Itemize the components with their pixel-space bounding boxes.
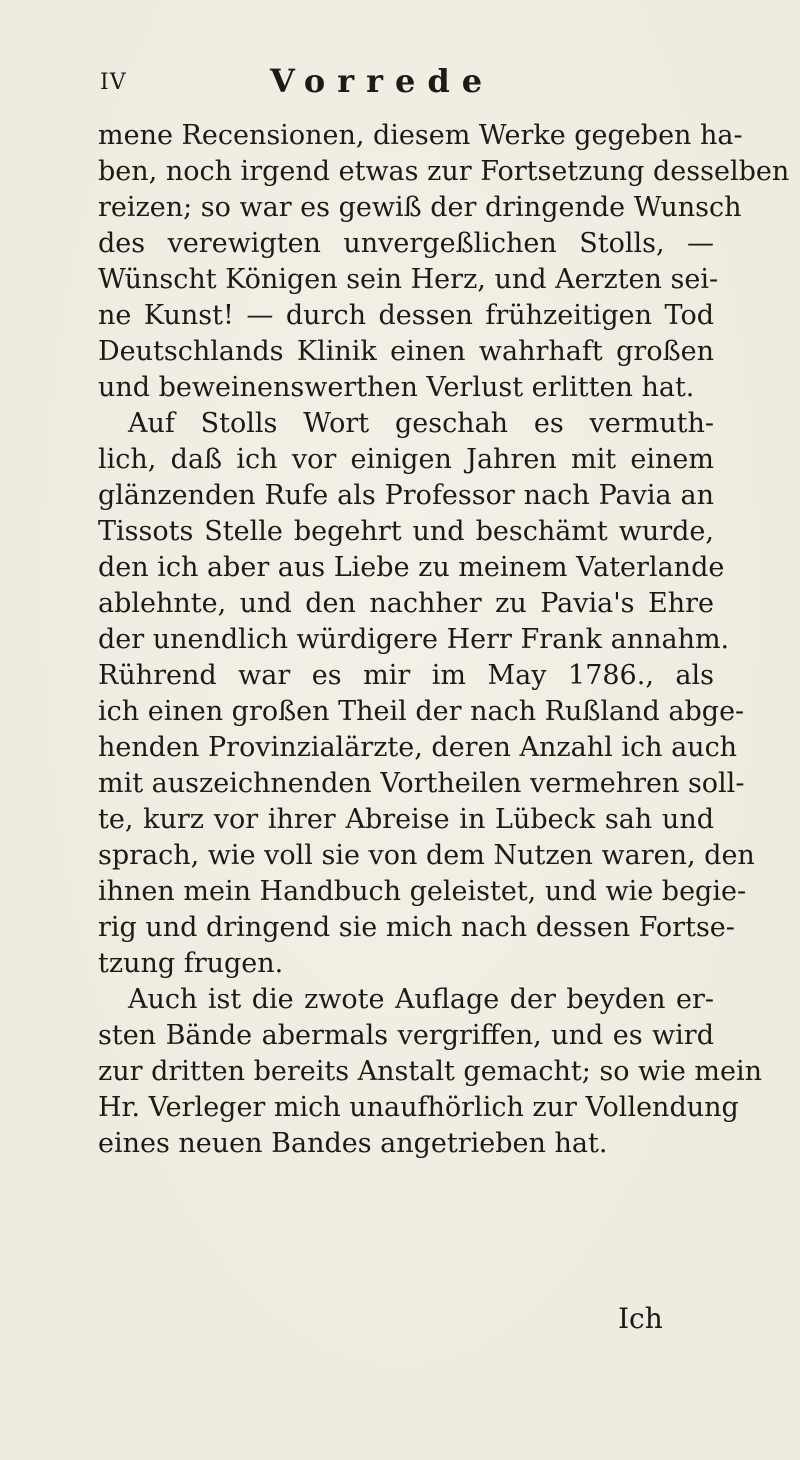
body-text (98, 118, 790, 1162)
page-header (100, 62, 700, 102)
text-line: lich, daß ich vor einigen Jahren mit einem (98, 444, 714, 475)
text-line: Auf Stolls Wort geschah es vermuth- (128, 408, 714, 439)
text-line: reizen; so war es gewiß der dringende Wunsch (98, 192, 742, 223)
text-line: ihnen mein Handbuch geleistet, und wie begie- (98, 876, 747, 907)
text-line: ablehnte, und den nachher zu Pavia's Ehre (98, 588, 714, 619)
text-line: Auch ist die zwote Auflage der beyden er- (128, 984, 714, 1015)
text-line: zur dritten bereits Anstalt gemacht; so wie mein (98, 1056, 763, 1087)
text-line: rig und dringend sie mich nach dessen Fortse- (98, 912, 735, 943)
text-line: sten Bände abermals vergriffen, und es wird (98, 1020, 714, 1051)
text-line: mene Recensionen, diesem Werke gegeben ha- (98, 120, 743, 151)
page-number: IV (100, 70, 127, 95)
text-line: ne Kunst! — durch dessen frühzeitigen Tod (98, 300, 714, 331)
text-line: des verewigten unvergeßlichen Stolls, — (98, 228, 714, 259)
text-line: der unendlich würdigere Herr Frank annahm. (98, 624, 730, 655)
text-line: sprach, wie voll sie von dem Nutzen waren, den (98, 840, 755, 871)
catchword: Ich (618, 1302, 663, 1335)
text-line: Hr. Verleger mich unaufhörlich zur Vollendung (98, 1092, 739, 1123)
text-line: und beweinenswerthen Verlust erlitten hat. (98, 372, 695, 403)
text-line: te, kurz vor ihrer Abreise in Lübeck sah und (98, 804, 714, 835)
text-line: eines neuen Bandes angetrieben hat. (98, 1128, 608, 1159)
text-line: Tissots Stelle begehrt und beschämt wurde, (98, 516, 714, 547)
running-head: Vorrede (270, 62, 495, 100)
text-line: ben, noch irgend etwas zur Fortsetzung desselben (98, 156, 790, 187)
text-line: den ich aber aus Liebe zu meinem Vaterlande (98, 552, 725, 583)
text-line: glänzenden Rufe als Professor nach Pavia an (98, 480, 714, 511)
text-line: Rührend war es mir im May 1786., als (98, 660, 714, 691)
text-line: ich einen großen Theil der nach Rußland abge- (98, 696, 745, 727)
text-line: Wünscht Königen sein Herz, und Aerzten sei- (98, 264, 719, 295)
text-line: henden Provinzialärzte, deren Anzahl ich auch (98, 732, 738, 763)
text-line: tzung frugen. (98, 948, 284, 979)
text-line: Deutschlands Klinik einen wahrhaft großen (98, 336, 714, 367)
text-line: mit auszeichnenden Vortheilen vermehren soll- (98, 768, 745, 799)
